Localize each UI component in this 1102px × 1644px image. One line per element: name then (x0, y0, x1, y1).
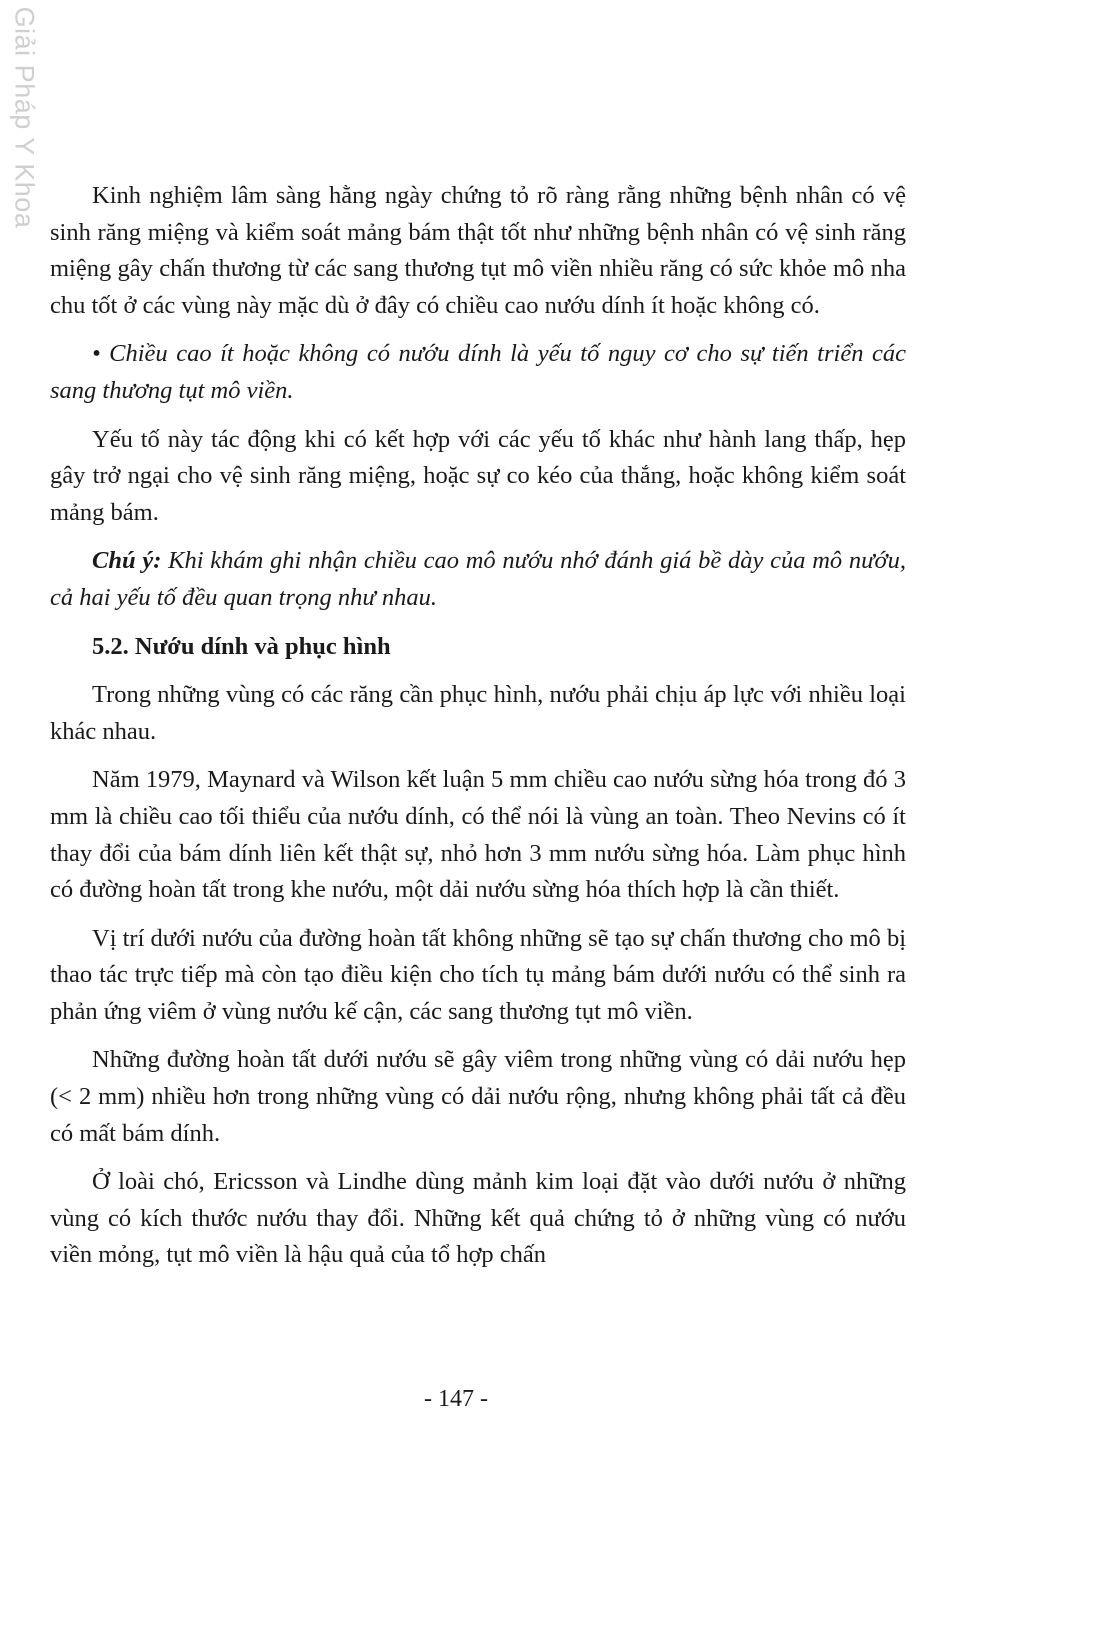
page-number: - 147 - (424, 1386, 488, 1412)
paragraph-combined-factors: Yếu tố này tác động khi có kết hợp với các yếu tố khác như hành lang thấp, hẹp gây trở ngại cho vệ sinh răng miệng, hoặc sự co kéo của thắng, hoặc không kiểm soát mảng bám. (50, 425, 906, 526)
paragraph-ericsson-lindhe: Ở loài chó, Ericsson và Lindhe dùng mảnh kim loại đặt vào dưới nướu ở những vùng có kích thước nướu thay đổi. Những kết quả chứng tỏ ở những vùng có nướu viền mỏng, tụt mô viền là hậu quả của tổ hợp chấn (50, 1168, 906, 1269)
page-body (50, 178, 906, 1286)
note-label: Chú ý: (92, 547, 162, 575)
watermark-text: Giải Pháp Y Khoa (9, 6, 40, 228)
paragraph-maynard-wilson: Năm 1979, Maynard và Wilson kết luận 5 mm chiều cao nướu sừng hóa trong đó 3 mm là chiều cao tối thiểu của nướu dính, có thể nói là vùng an toàn. Theo Nevins có ít thay đổi của bám dính liên kết thật sự, nhỏ hơn 3 mm nướu sừng hóa. Làm phục hình có đường hoàn tất trong khe nướu, một dải nướu sừng hóa thích hợp là cần thiết. (50, 766, 906, 904)
note-paragraph (50, 543, 906, 616)
paragraph-narrow-gingiva: Những đường hoàn tất dưới nướu sẽ gây viêm trong những vùng có dải nướu hẹp (< 2 mm) nhiều hơn trong những vùng có dải nướu rộng, nhưng không phải tất cả đều có mất bám dính. (50, 1046, 906, 1147)
note-text: Khi khám ghi nhận chiều cao mô nướu nhớ đánh giá bề dày của mô nướu, cả hai yếu tố đều quan trọng như nhau. (50, 547, 906, 611)
watermark (2, 6, 46, 228)
paragraph-subgingival-margin: Vị trí dưới nướu của đường hoàn tất không những sẽ tạo sự chấn thương cho mô bị thao tác trực tiếp mà còn tạo điều kiện cho tích tụ mảng bám dưới nướu có thể sinh ra phản ứng viêm ở vùng nướu kế cận, các sang thương tụt mô viền. (50, 924, 906, 1025)
section-heading: 5.2. Nướu dính và phục hình (92, 632, 391, 660)
paragraph-clinical-experience: Kinh nghiệm lâm sàng hằng ngày chứng tỏ rõ ràng rằng những bệnh nhân có vệ sinh răng miệng và kiểm soát mảng bám thật tốt như những bệnh nhân có vệ sinh răng miệng gây chấn thương từ các sang thương tụt mô viền nhiều răng có sức khỏe mô nha chu tốt ở các vùng này mặc dù ở đây có chiều cao nướu dính ít hoặc không có. (50, 182, 906, 319)
paragraph-restoration-pressure: Trong những vùng có các răng cần phục hình, nướu phải chịu áp lực với nhiều loại khác nhau. (50, 681, 906, 745)
bullet-risk-factor: • Chiều cao ít hoặc không có nướu dính là yếu tố nguy cơ cho sự tiến triển các sang thương tụt mô viền. (50, 340, 906, 404)
